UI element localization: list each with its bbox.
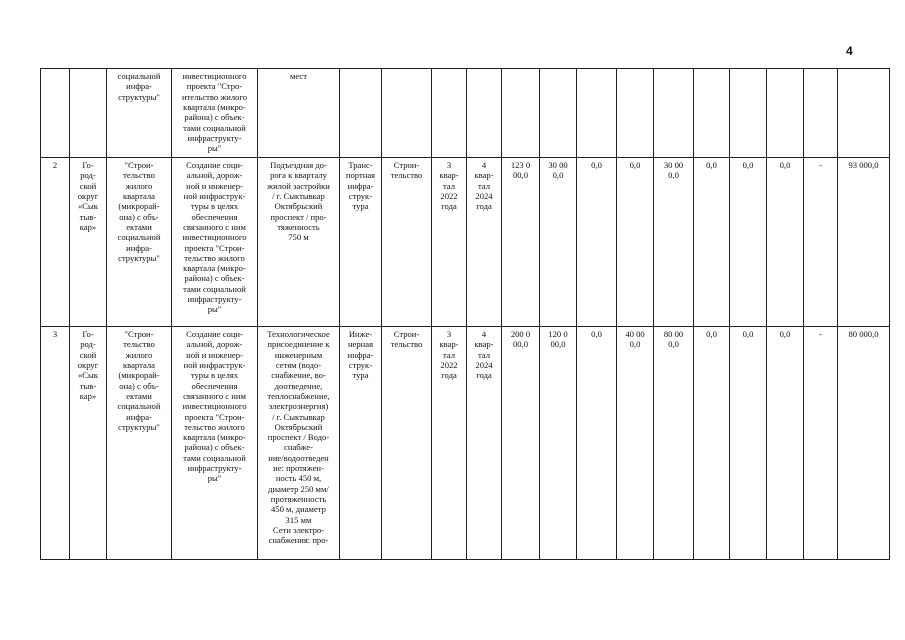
table-cell bbox=[432, 69, 467, 158]
table-cell: 80 00 0,0 bbox=[654, 327, 694, 560]
table-cell: мест bbox=[258, 69, 340, 158]
table-cell: 3 bbox=[41, 327, 70, 560]
table-cell bbox=[654, 69, 694, 158]
table-cell: 0,0 bbox=[617, 158, 654, 327]
table-cell: "Строи- тельство жилого квартала (микрорай- она) с объ- ектами социальной инфра- структуры" bbox=[107, 158, 172, 327]
table-cell: 30 00 0,0 bbox=[540, 158, 577, 327]
table-cell bbox=[577, 69, 617, 158]
table-cell: 120 0 00,0 bbox=[540, 327, 577, 560]
table-cell: 0,0 bbox=[694, 158, 730, 327]
table-cell bbox=[340, 69, 382, 158]
table-cell bbox=[767, 69, 804, 158]
table-cell: Создание соци- альной, дорож- ной и инженер- ной инфраструк- туры в целях обеспечения связанного с ним инвестиционного проекта "Строи- тельство жилого квартала (микро- района) с объек- тами социальной инфраструкту- ры" bbox=[172, 327, 258, 560]
table-cell: 123 0 00,0 bbox=[502, 158, 540, 327]
table-cell: Подъездная до- рога к кварталу жилой застройки / г. Сыктывкар Октябрьский проспект / про- тяженность 750 м bbox=[258, 158, 340, 327]
table-cell: 2 bbox=[41, 158, 70, 327]
table-cell: 0,0 bbox=[694, 327, 730, 560]
table-cell: 40 00 0,0 bbox=[617, 327, 654, 560]
table-cell: 0,0 bbox=[577, 158, 617, 327]
table-cell: 0,0 bbox=[730, 158, 767, 327]
table-cell: Создание соци- альной, дорож- ной и инженер- ной инфраструк- туры в целях обеспечения связанного с ним инвестиционного проекта "Строи- тельство жилого квартала (микро- района) с объек- тами социальной инфраструкту- ры" bbox=[172, 158, 258, 327]
table-cell bbox=[617, 69, 654, 158]
table-cell: 4 квар- тал 2024 года bbox=[467, 327, 502, 560]
page-number: 4 bbox=[846, 44, 853, 58]
table-cell bbox=[838, 69, 890, 158]
table-cell bbox=[467, 69, 502, 158]
table-cell: - bbox=[804, 158, 838, 327]
table-cell: 0,0 bbox=[767, 327, 804, 560]
table-cell: 93 000,0 bbox=[838, 158, 890, 327]
table-cell: 30 00 0,0 bbox=[654, 158, 694, 327]
table-cell: Го- род- ской округ «Сык тыв- кар» bbox=[70, 158, 107, 327]
table-cell: инвестиционного проекта "Стро- ительство жилого квартала (микро- района) с объек- тами социальной инфраструкту- ры" bbox=[172, 69, 258, 158]
table-cell: 80 000,0 bbox=[838, 327, 890, 560]
table-cell: 0,0 bbox=[767, 158, 804, 327]
table-cell: Технологическое присоединение к инженерным сетям (водо- снабжение, во- доотведение, теплоснабжение, электроэнергия) / г. Сыктывкар Октябрьский проспект / Водо- снабже- ние/водоотведен ие: протяжен- ность 450 м, диаметр 250 мм/ протяженность 450 м, диаметр 315 мм Сети электро- снабжения: про- bbox=[258, 327, 340, 560]
table-cell bbox=[804, 69, 838, 158]
table-cell bbox=[540, 69, 577, 158]
table-cell bbox=[730, 69, 767, 158]
table-cell: "Строи- тельство жилого квартала (микрорай- она) с объ- ектами социальной инфра- структуры" bbox=[107, 327, 172, 560]
table-cell: Строи- тельство bbox=[382, 327, 432, 560]
table-cell: 0,0 bbox=[577, 327, 617, 560]
table-cell: Транс- портная инфра- струк- тура bbox=[340, 158, 382, 327]
table-cell: социальной инфра- структуры" bbox=[107, 69, 172, 158]
table-cell bbox=[694, 69, 730, 158]
table-cell: Строи- тельство bbox=[382, 158, 432, 327]
table-row bbox=[41, 158, 890, 327]
table-cell: 0,0 bbox=[730, 327, 767, 560]
table-cell bbox=[70, 69, 107, 158]
table-cell: 4 квар- тал 2024 года bbox=[467, 158, 502, 327]
table-cell: Инже- нерная инфра- струк- тура bbox=[340, 327, 382, 560]
table-cell: - bbox=[804, 327, 838, 560]
table-cell bbox=[502, 69, 540, 158]
infrastructure-table bbox=[40, 68, 890, 560]
table-row bbox=[41, 69, 890, 158]
table-cell bbox=[41, 69, 70, 158]
table-cell: 3 квар- тал 2022 года bbox=[432, 158, 467, 327]
table-cell: 3 квар- тал 2022 года bbox=[432, 327, 467, 560]
table-cell: Го- род- ской округ «Сык тыв- кар» bbox=[70, 327, 107, 560]
table-cell bbox=[382, 69, 432, 158]
table-row bbox=[41, 327, 890, 560]
table-cell: 200 0 00,0 bbox=[502, 327, 540, 560]
